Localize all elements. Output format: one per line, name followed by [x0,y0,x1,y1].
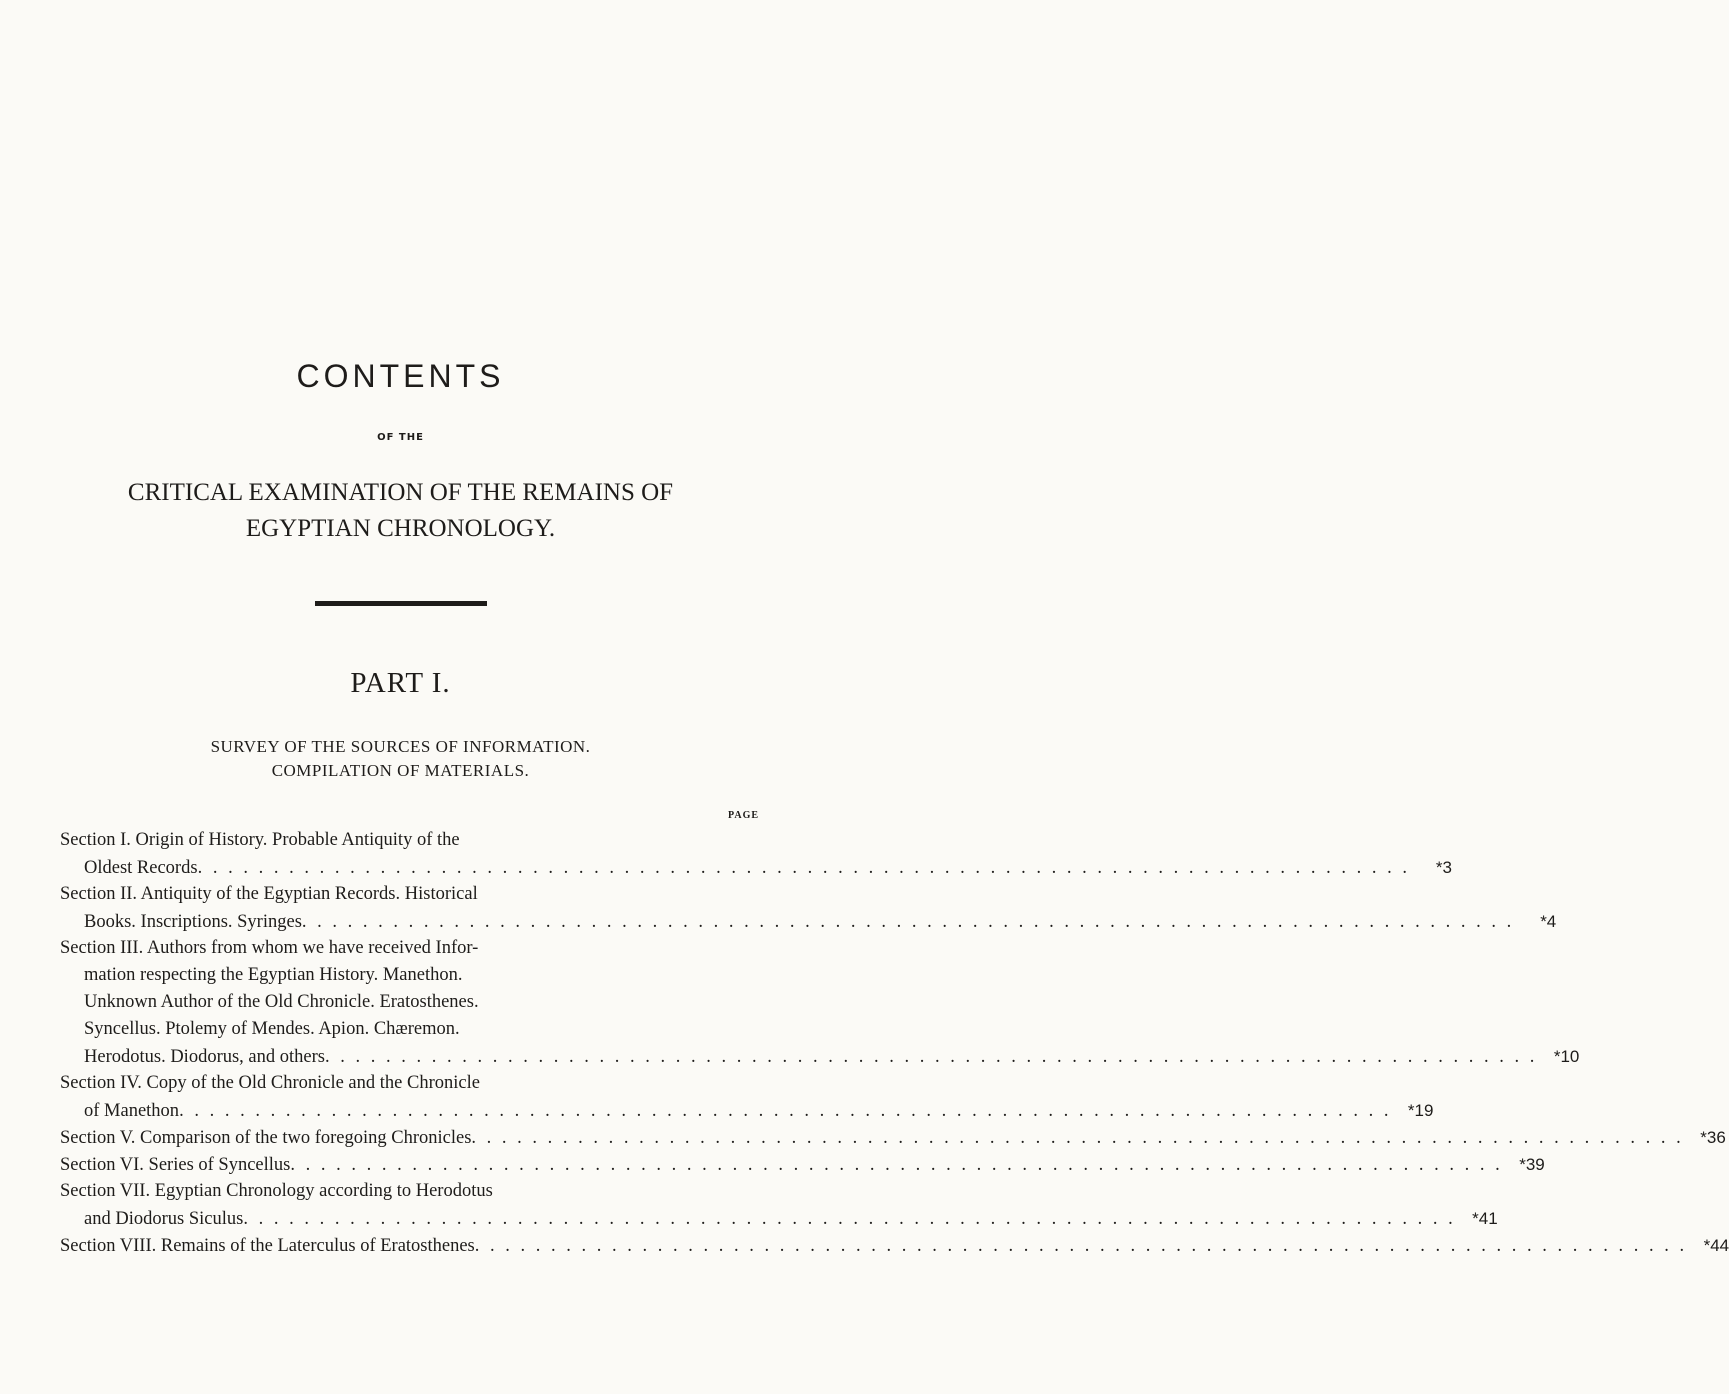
survey-line: COMPILATION OF MATERIALS. [271,761,530,780]
toc-entry-line: Section I. Origin of History. Probable Antiquity of the [60,830,460,850]
toc-page-number: *4 [1540,912,1557,931]
toc-entry [60,1232,1729,1259]
toc-page-number: *41 [1472,1209,1498,1228]
toc-entry-line: Section II. Antiquity of the Egyptian Records. Historical [60,884,478,904]
toc-page-number: *19 [1407,1101,1434,1120]
toc-page-number: *10 [1553,1047,1580,1066]
toc-entry-final-line [60,1205,1498,1232]
dot-leader: . . . . . . . . . . . . . . . . . . . . . . . . . . . . . . . . . . . . . . . . . . . . . . . . . . . . . . . . . . . . . . . . . . . . . . . . . . . . . . . . [301,912,1515,932]
divider-rule [315,601,487,606]
toc-entry-text: Books. Inscriptions. Syringes [84,912,302,932]
toc-entry [60,935,1580,1070]
toc-entry-final-line [60,1232,1729,1259]
toc-entry-line: Unknown Author of the Old Chronicle. Eratosthenes. [84,992,479,1012]
dot-leader: . . . . . . . . . . . . . . . . . . . . . . . . . . . . . . . . . . . . . . . . . . . . . . . . . . . . . . . . . . . . . . . . . . . . . . . . . . . . . . . . [471,1128,1684,1148]
toc-entry [60,1124,1726,1151]
toc-entry-text: Section VIII. Remains of the Laterculus of Eratosthenes [60,1236,475,1256]
toc-entry-final-line [60,908,1557,935]
dot-leader: . . . . . . . . . . . . . . . . . . . . . . . . . . . . . . . . . . . . . . . . . . . . . . . . . . . . . . . . . . . . . . . . . . . . . . . . . . . . . . . . [324,1047,1538,1067]
dot-leader: . . . . . . . . . . . . . . . . . . . . . . . . . . . . . . . . . . . . . . . . . . . . . . . . . . . . . . . . . . . . . . . . . . . . . . . . . . . . . . . . [474,1236,1688,1256]
toc-entry [60,1178,1498,1232]
toc-entry-final-line [60,1151,1545,1178]
toc-entry-line: Section VII. Egyptian Chronology according to Herodotus [60,1181,493,1201]
part-heading: PART I. [350,667,451,699]
dot-leader: . . . . . . . . . . . . . . . . . . . . . . . . . . . . . . . . . . . . . . . . . . . . . . . . . . . . . . . . . . . . . . . . . . . . . . . . . . . . . . . . [179,1101,1392,1121]
toc-entry-final-line [60,1097,1434,1124]
toc-entry [60,1070,1434,1124]
toc-entry-text: Herodotus. Diodorus, and others [84,1047,325,1067]
dot-leader: . . . . . . . . . . . . . . . . . . . . . . . . . . . . . . . . . . . . . . . . . . . . . . . . . . . . . . . . . . . . . . . . . . . . . . . . . . . . . . . . [290,1155,1503,1175]
toc-entry-line: Section IV. Copy of the Old Chronicle and the Chronicle [60,1073,480,1093]
toc-entry-line: Section III. Authors from whom we have received Infor- [60,938,479,958]
dot-leader: . . . . . . . . . . . . . . . . . . . . . . . . . . . . . . . . . . . . . . . . . . . . . . . . . . . . . . . . . . . . . . . . . . . . . . . . . . . . . . . . [243,1209,1456,1229]
toc-entry-text: Section V. Comparison of the two foregoing Chronicles [60,1128,472,1148]
toc-entry [60,827,1452,881]
toc-entry-text: and Diodorus Siculus [84,1209,244,1229]
toc-entry-line: mation respecting the Egyptian History. Manethon. [84,965,463,985]
toc-entry [60,881,1557,935]
toc-entry-text: Section VI. Series of Syncellus [60,1155,291,1175]
contents-title: CONTENTS [296,358,505,394]
toc-entry [60,1151,1545,1178]
toc-entry-text: Oldest Records [84,858,198,878]
book-subtitle [40,475,761,547]
part-description [0,735,801,783]
of-the-label: OF THE [377,432,424,443]
toc-page-number: *36 [1700,1128,1726,1147]
table-of-contents [60,827,1729,1259]
page-column-label: PAGE [728,810,760,821]
toc-entry-line: Syncellus. Ptolemy of Mendes. Apion. Chæremon. [84,1019,460,1039]
toc-page-number: *3 [1435,858,1452,877]
toc-entry-text: of Manethon [84,1101,180,1121]
dot-leader: . . . . . . . . . . . . . . . . . . . . . . . . . . . . . . . . . . . . . . . . . . . . . . . . . . . . . . . . . . . . . . . . . . . . . . . . . . . . . . . . [197,858,1410,878]
toc-page-number: *44 [1703,1236,1729,1255]
toc-page-number: *39 [1519,1155,1545,1174]
toc-entry-final-line [60,1043,1580,1070]
survey-line: SURVEY OF THE SOURCES OF INFORMATION. [210,737,591,756]
toc-entry-final-line [60,854,1452,881]
subtitle-line: EGYPTIAN CHRONOLOGY. [245,515,556,542]
toc-entry-final-line [60,1124,1726,1151]
subtitle-line: CRITICAL EXAMINATION OF THE REMAINS OF [127,479,674,506]
